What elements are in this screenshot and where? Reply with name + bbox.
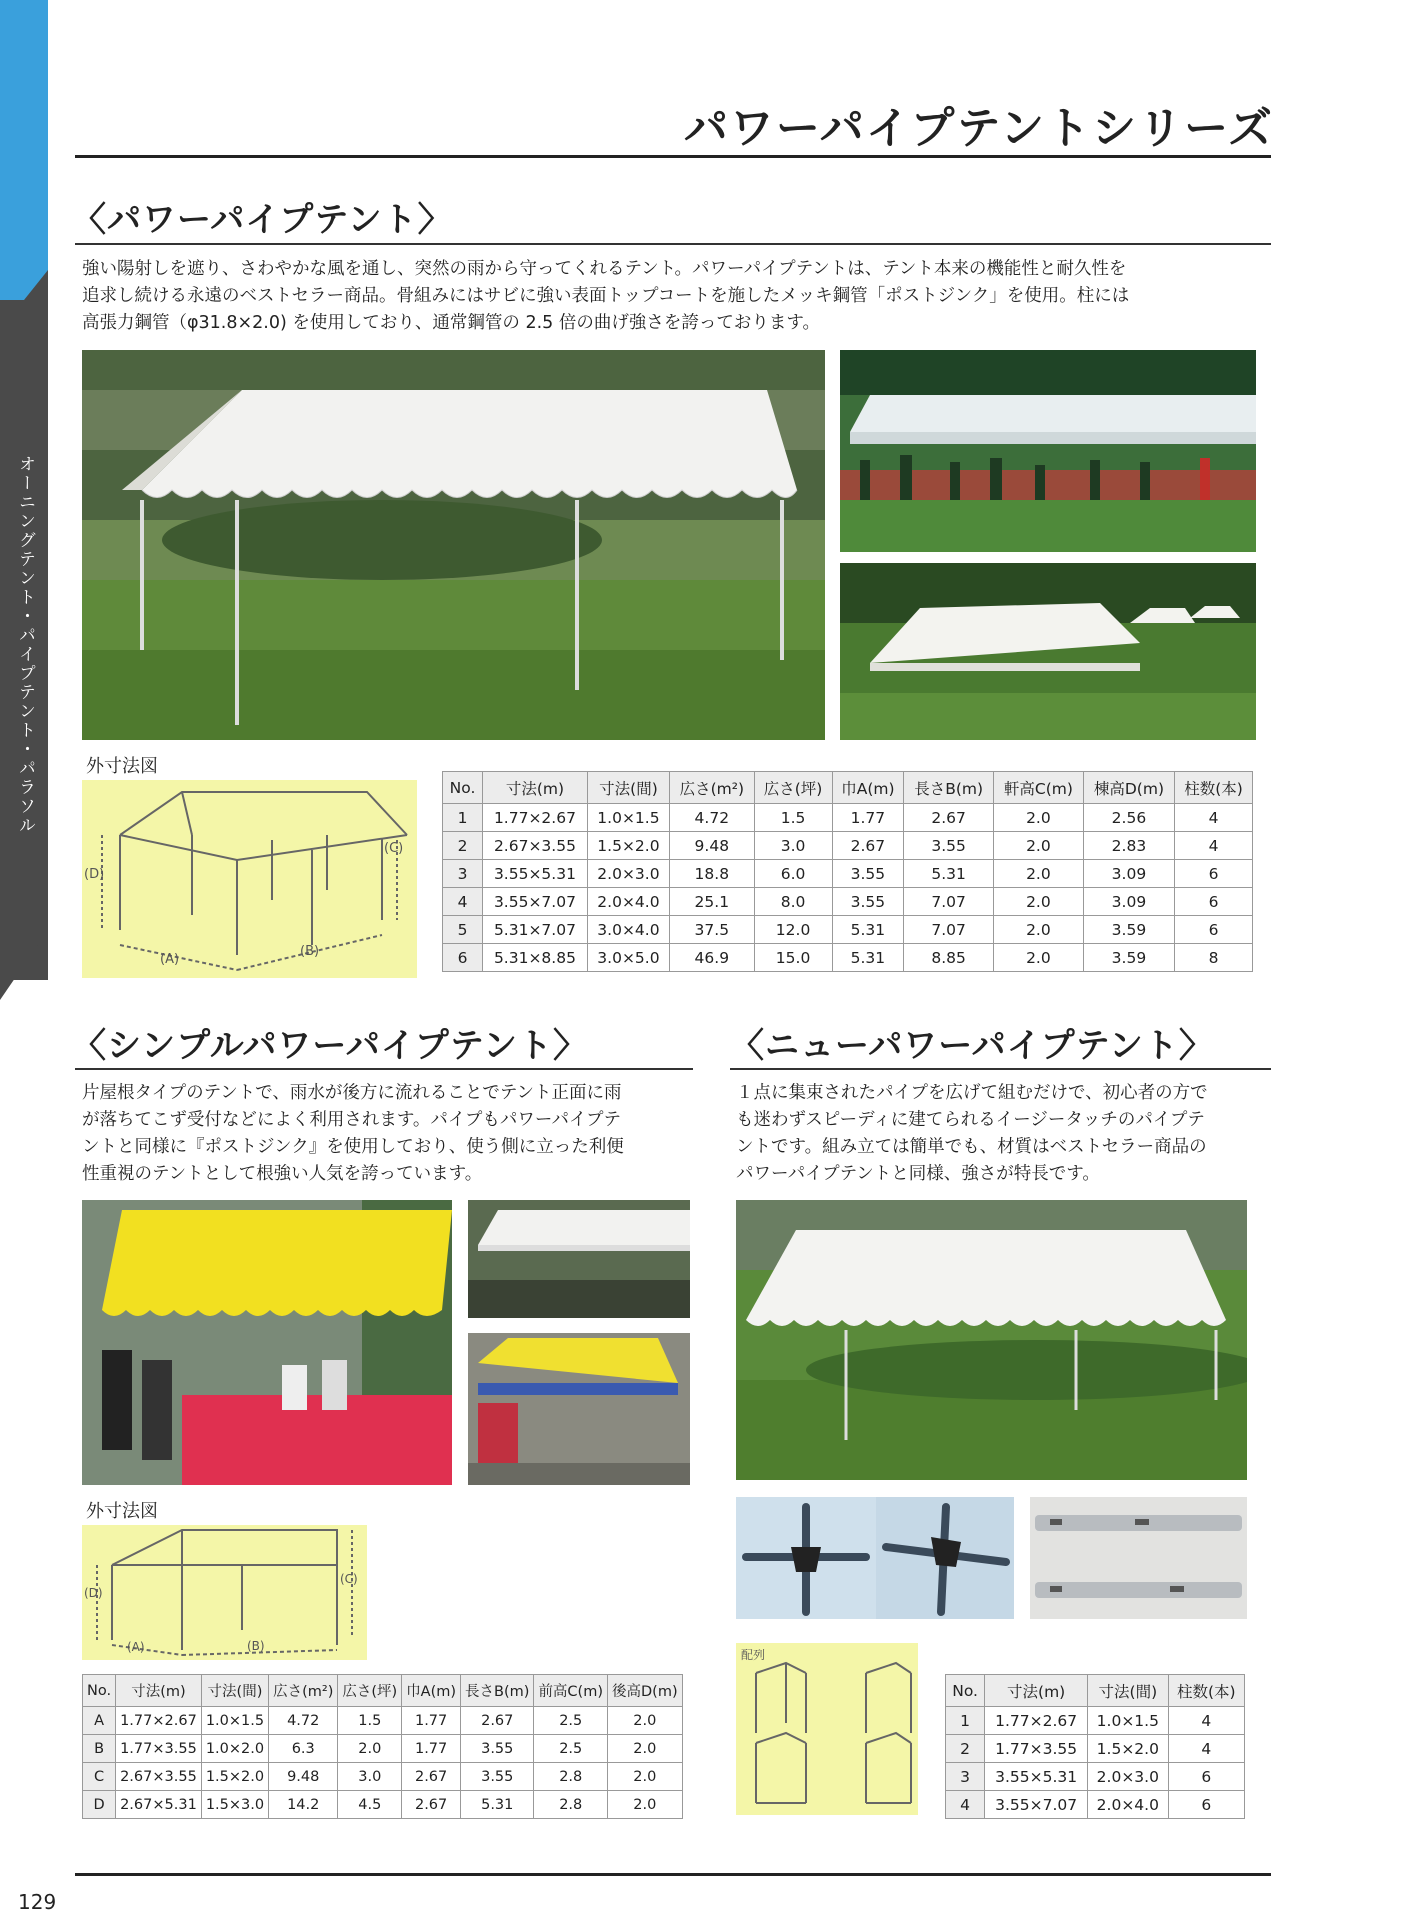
side-tab-accent [0,0,48,300]
dimension-diagram-shed [82,1525,367,1660]
table-cell: 5.31 [904,860,994,888]
table-row [83,1763,683,1791]
table-cell: 2.8 [534,1791,608,1819]
table-cell: 2.0 [608,1707,683,1735]
section-heading-simple: 〈シンプルパワーパイプテント〉 [72,1026,588,1066]
table-cell: 2.0 [993,888,1083,916]
row-number: D [83,1791,116,1819]
row-number: 4 [946,1791,985,1819]
table-cell: 2.5 [534,1707,608,1735]
table-cell: 2.0 [338,1735,402,1763]
description-line: 性重視のテントとして根強い人気を誇っています。 [82,1164,483,1184]
table-cell: 6 [1175,860,1253,888]
table-cell: 1.77×2.67 [985,1707,1088,1735]
table-cell: 2.0 [993,832,1083,860]
column-header: 寸法(m) [483,772,588,804]
joint-photo [736,1497,1014,1619]
table-cell: 3.59 [1083,916,1174,944]
table-cell: 3.55×7.07 [985,1791,1088,1819]
table-cell: 3.55 [832,860,904,888]
table-cell: 8 [1175,944,1253,972]
row-number: 6 [443,944,483,972]
table-cell: 4.72 [670,804,755,832]
table-row [946,1707,1245,1735]
layout-label: 配列 [741,1648,766,1662]
table-cell: 1.5 [754,804,832,832]
table-cell: 6 [1168,1763,1244,1791]
table-cell: 4 [1175,832,1253,860]
description-line: も迷わずスピーディに建てられるイージータッチのパイプテ [736,1110,1205,1130]
table-cell: 2.67 [461,1707,534,1735]
table-row [946,1791,1245,1819]
row-number: A [83,1707,116,1735]
table-cell: 3.0 [338,1763,402,1791]
table-row [946,1735,1245,1763]
table-cell: 46.9 [670,944,755,972]
table-cell: 2.67×5.31 [116,1791,202,1819]
table-cell: 5.31 [832,944,904,972]
column-header: 広さ(坪) [338,1675,402,1707]
table-cell: 15.0 [754,944,832,972]
table-header-row [443,772,1253,804]
section-heading-power-pipe: 〈パワーパイプテント〉 [72,200,453,240]
power-pipe-spec-table [442,771,1253,972]
column-header: 巾A(m) [832,772,904,804]
description-line: ントと同様に『ポストジンク』を使用しており、使う側に立った利便 [82,1137,624,1157]
table-cell: 1.5 [338,1707,402,1735]
dim-label-c: (C) [340,1572,358,1586]
row-number: 2 [443,832,483,860]
row-number: 4 [443,888,483,916]
table-cell: 6 [1168,1791,1244,1819]
table-cell: 3.55×5.31 [985,1763,1088,1791]
dimension-diagram-gable [82,780,417,978]
table-cell: 3.55 [832,888,904,916]
dim-label-a: (A) [127,1640,145,1654]
column-header: 柱数(本) [1175,772,1253,804]
dim-label-b: (B) [300,944,320,959]
table-cell: 2.0 [608,1763,683,1791]
table-cell: 2.67×3.55 [116,1763,202,1791]
dim-label-c: (C) [384,841,404,856]
row-number: 3 [946,1763,985,1791]
layout-diagram [736,1643,918,1815]
side-tab-label: オーニングテント・パイプテント・パラソル [15,455,35,835]
table-cell: 2.8 [534,1763,608,1791]
column-header: 前高C(m) [534,1675,608,1707]
column-header: 広さ(坪) [754,772,832,804]
table-cell: 4 [1175,804,1253,832]
table-cell: 2.0×4.0 [1088,1791,1169,1819]
row-number: B [83,1735,116,1763]
table-cell: 2.67 [832,832,904,860]
table-cell: 3.55×5.31 [483,860,588,888]
table-cell: 3.55 [904,832,994,860]
description-line: 強い陽射しを遮り、さわやかな風を通し、突然の雨から守ってくれるテント。パワーパイプテントは、テント本来の機能性と耐久性を [82,259,1127,279]
table-cell: 3.09 [1083,888,1174,916]
table-cell: 2.0 [993,860,1083,888]
page-title: パワーパイプテントシリーズ [683,103,1274,154]
table-cell: 9.48 [269,1763,338,1791]
simple-description [82,1080,692,1188]
table-cell: 1.5×2.0 [587,832,669,860]
table-cell: 1.0×1.5 [587,804,669,832]
table-cell: 1.0×1.5 [201,1707,268,1735]
table-cell: 6 [1175,888,1253,916]
table-cell: 2.0 [993,804,1083,832]
table-cell: 6.3 [269,1735,338,1763]
section-rule [75,243,1271,245]
description-line: パワーパイプテントと同様、強さが特長です。 [736,1164,1100,1184]
column-header: 軒高C(m) [993,772,1083,804]
column-header: 寸法(m) [985,1675,1088,1707]
table-cell: 6.0 [754,860,832,888]
table-cell: 5.31×8.85 [483,944,588,972]
page-number: 129 [18,1890,57,1914]
table-row [443,804,1253,832]
table-cell: 3.55×7.07 [483,888,588,916]
table-row [83,1735,683,1763]
column-header: 寸法(m) [116,1675,202,1707]
table-cell: 2.0×3.0 [1088,1763,1169,1791]
section-heading-new-power: 〈ニューパワーパイプテント〉 [730,1026,1214,1066]
table-row [443,916,1253,944]
table-cell: 5.31 [832,916,904,944]
table-cell: 9.48 [670,832,755,860]
table-cell: 2.67 [402,1791,461,1819]
diagram-label: 外寸法図 [86,756,158,777]
table-cell: 3.55 [461,1735,534,1763]
table-cell: 2.0 [608,1735,683,1763]
new-power-description [736,1080,1271,1188]
table-cell: 2.67 [904,804,994,832]
table-cell: 1.5×2.0 [1088,1735,1169,1763]
table-row [443,944,1253,972]
table-cell: 4.72 [269,1707,338,1735]
table-cell: 3.0×4.0 [587,916,669,944]
table-cell: 1.77×3.55 [985,1735,1088,1763]
row-number: C [83,1763,116,1791]
table-cell: 1.0×1.5 [1088,1707,1169,1735]
table-cell: 1.77 [832,804,904,832]
table-cell: 1.77×3.55 [116,1735,202,1763]
column-header: 寸法(間) [587,772,669,804]
pipe-photo [1030,1497,1247,1619]
tent-photo-white-simple [468,1200,690,1318]
column-header: 長さB(m) [461,1675,534,1707]
table-cell: 2.0×3.0 [587,860,669,888]
column-header: No. [443,772,483,804]
section-rule [730,1068,1271,1070]
table-cell: 37.5 [670,916,755,944]
row-number: 5 [443,916,483,944]
table-cell: 2.83 [1083,832,1174,860]
table-cell: 8.0 [754,888,832,916]
description-line: ントです。組み立ては簡単でも、材質はベストセラー商品の [736,1137,1207,1157]
table-cell: 1.5×3.0 [201,1791,268,1819]
table-cell: 1.77 [402,1707,461,1735]
row-number: 1 [946,1707,985,1735]
table-cell: 3.0 [754,832,832,860]
column-header: 寸法(間) [1088,1675,1169,1707]
tent-photo-event [468,1333,690,1485]
tent-photo-field [840,563,1256,740]
table-row [946,1763,1245,1791]
column-header: No. [83,1675,116,1707]
table-cell: 3.0×5.0 [587,944,669,972]
section-rule [75,1068,693,1070]
table-cell: 25.1 [670,888,755,916]
column-header: 長さB(m) [904,772,994,804]
table-cell: 3.55 [461,1763,534,1791]
dim-label-b: (B) [247,1639,265,1653]
table-cell: 2.0×4.0 [587,888,669,916]
table-row [443,832,1253,860]
table-row [83,1707,683,1735]
table-cell: 4.5 [338,1791,402,1819]
table-cell: 5.31 [461,1791,534,1819]
column-header: 寸法(間) [201,1675,268,1707]
description-line: が落ちてこず受付などによく利用されます。パイプもパワーパイプテ [82,1110,621,1130]
column-header: 棟高D(m) [1083,772,1174,804]
table-cell: 1.77×2.67 [116,1707,202,1735]
dim-label-a: (A) [160,952,180,967]
diagram-label: 外寸法図 [86,1501,158,1522]
table-cell: 1.77×2.67 [483,804,588,832]
table-cell: 3.59 [1083,944,1174,972]
table-row [83,1791,683,1819]
dim-label-d: (D) [84,867,105,882]
table-header-row [946,1675,1245,1707]
row-number: 1 [443,804,483,832]
table-cell: 2.0 [993,916,1083,944]
table-cell: 2.67×3.55 [483,832,588,860]
table-cell: 5.31×7.07 [483,916,588,944]
column-header: 柱数(本) [1168,1675,1244,1707]
description-line: 片屋根タイプのテントで、雨水が後方に流れることでテント正面に雨 [82,1083,622,1103]
dim-label-d: (D) [84,1586,103,1600]
table-cell: 2.0 [608,1791,683,1819]
row-number: 3 [443,860,483,888]
table-cell: 18.8 [670,860,755,888]
table-cell: 1.5×2.0 [201,1763,268,1791]
table-cell: 2.56 [1083,804,1174,832]
table-cell: 4 [1168,1707,1244,1735]
column-header: 広さ(m²) [670,772,755,804]
table-cell: 1.77 [402,1735,461,1763]
description-line: １点に集束されたパイプを広げて組むだけで、初心者の方で [736,1083,1208,1103]
description-line: 追求し続ける永遠のベストセラー商品。骨組みにはサビに強い表面トップコートを施したメッキ鋼管「ポストジンク」を使用。柱には [82,286,1130,306]
table-cell: 12.0 [754,916,832,944]
table-cell: 2.67 [402,1763,461,1791]
tent-photo-stadium [840,350,1256,552]
table-header-row [83,1675,683,1707]
table-row [443,860,1253,888]
new-power-spec-table [945,1674,1245,1819]
table-cell: 4 [1168,1735,1244,1763]
table-cell: 2.0 [993,944,1083,972]
column-header: 巾A(m) [402,1675,461,1707]
title-rule [75,155,1271,158]
column-header: No. [946,1675,985,1707]
table-cell: 8.85 [904,944,994,972]
description-line: 高張力鋼管（φ31.8×2.0) を使用しており、通常鋼管の 2.5 倍の曲げ強さを誇っております。 [82,313,820,333]
row-number: 2 [946,1735,985,1763]
table-cell: 1.0×2.0 [201,1735,268,1763]
table-cell: 3.09 [1083,860,1174,888]
table-cell: 7.07 [904,916,994,944]
tent-photo-yellow [82,1200,452,1485]
table-row [443,888,1253,916]
column-header: 広さ(m²) [269,1675,338,1707]
tent-photo-new-power [736,1200,1247,1480]
table-cell: 2.5 [534,1735,608,1763]
table-cell: 7.07 [904,888,994,916]
footer-rule [75,1873,1271,1876]
table-cell: 14.2 [269,1791,338,1819]
table-cell: 6 [1175,916,1253,944]
simple-spec-table [82,1674,683,1819]
tent-photo-main [82,350,825,740]
column-header: 後高D(m) [608,1675,683,1707]
power-pipe-description [82,256,1272,337]
